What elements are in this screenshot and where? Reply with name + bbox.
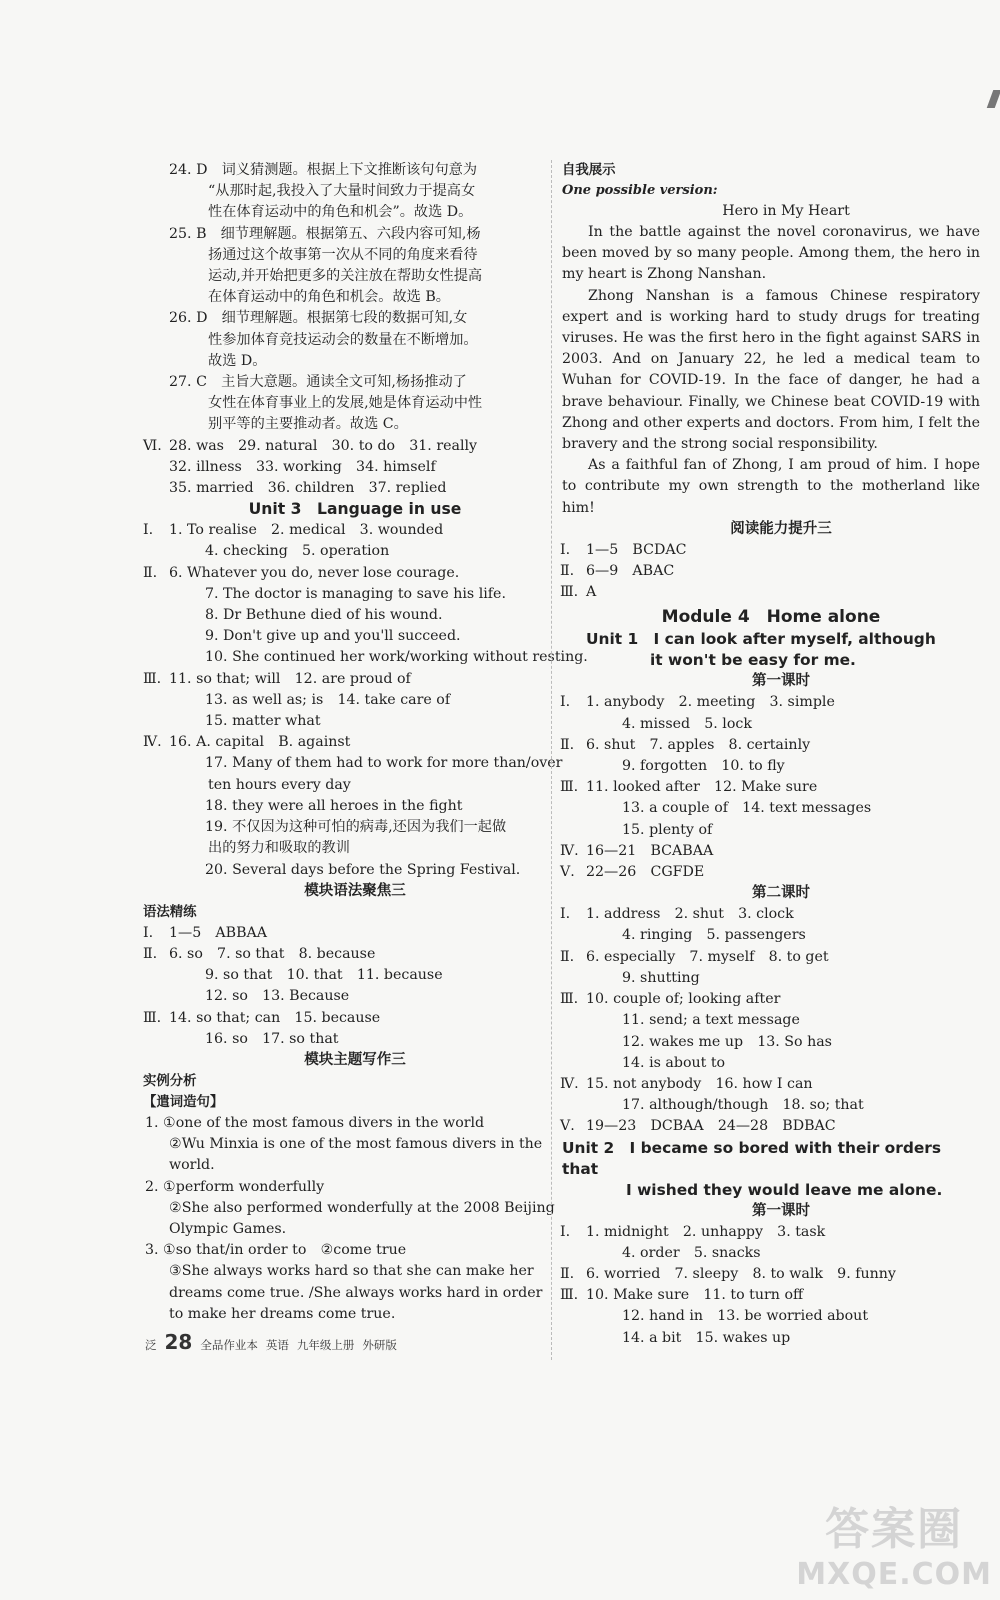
answer-line: to make her dreams come true.	[169, 1305, 396, 1322]
answer-line: 14. a bit 15. wakes up	[622, 1329, 791, 1346]
lesson-heading: 第一课时	[752, 1202, 810, 1219]
self-display-label: 自我展示	[562, 163, 616, 178]
answer-line: 10. Make sure 11. to turn off	[586, 1287, 804, 1304]
answer-line: 26. D 细节理解题。根据第七段的数据可知,女	[169, 310, 468, 327]
answer-line: 19—23 DCBAA 24—28 BDBAC	[586, 1118, 836, 1135]
unit3-title: Unit 3 Language in use	[248, 500, 462, 519]
answer-line: 故选 D。	[208, 352, 267, 369]
answer-line: 6. worried 7. sleepy 8. to walk 9. funny	[586, 1265, 896, 1282]
roman-numeral: Ⅱ.	[560, 948, 575, 965]
answer-line: 13. as well as; is 14. take care of	[205, 691, 451, 708]
answer-line: ②Wu Minxia is one of the most famous divers in the	[169, 1136, 543, 1153]
reading-heading: 阅读能力提升三	[730, 520, 832, 537]
answer-line: 16. A. capital B. against	[169, 734, 351, 751]
answer-line: 1. ①one of the most famous divers in the world	[145, 1114, 485, 1131]
roman-numeral: Ⅰ.	[560, 541, 571, 558]
writing-3	[145, 1240, 545, 1325]
answer-line: 14. so that; can 15. because	[169, 1009, 381, 1026]
answer-line: 4. checking 5. operation	[205, 543, 390, 560]
answer-line: 1. anybody 2. meeting 3. simple	[586, 694, 835, 711]
writing-1	[145, 1113, 545, 1177]
answer-line: 10. couple of; looking after	[586, 991, 781, 1008]
roman-numeral: Ⅲ.	[560, 584, 579, 601]
answer-line: 1. midnight 2. unhappy 3. task	[586, 1223, 826, 1240]
answer-line: Olympic Games.	[169, 1220, 287, 1237]
site-watermark	[796, 1493, 992, 1592]
answer-line: 性参加体育竞技运动会的数量在不断增加。	[208, 331, 478, 348]
book-name: 全品作业本	[200, 1338, 258, 1352]
roman-numeral: Ⅰ.	[143, 924, 154, 941]
roman-numeral: Ⅲ.	[143, 670, 162, 687]
right-column	[562, 160, 980, 1349]
answer-line: 11. so that; will 12. are proud of	[169, 670, 411, 687]
answer-line: 11. looked after 12. Make sure	[586, 779, 818, 796]
answer-line: 9. forgotten 10. to fly	[622, 758, 785, 775]
answer-line: 9. shutting	[622, 969, 700, 986]
bracket-label: 【遣词造句】	[143, 1094, 224, 1110]
roman-numeral: Ⅰ.	[560, 1223, 571, 1240]
answer-24	[145, 160, 545, 224]
roman-numeral: Ⅰ.	[560, 694, 571, 711]
answer-line: 15. matter what	[205, 713, 321, 730]
u3-section-i	[145, 520, 545, 562]
answer-line: 32. illness 33. working 34. himself	[169, 458, 436, 475]
answer-line: 14. is about to	[622, 1054, 726, 1071]
answer-line: 13. a couple of 14. text messages	[622, 800, 872, 817]
roman-numeral: Ⅵ.	[143, 437, 162, 454]
answer-line: 1—5 BCDAC	[586, 541, 687, 558]
answer-line: 10. She continued her work/working without resting.	[205, 649, 588, 666]
answer-line: ③She always works hard so that she can make her	[169, 1263, 534, 1280]
answer-line: 6. Whatever you do, never lose courage.	[169, 564, 460, 581]
answer-line: 12. wakes me up 13. So has	[622, 1033, 832, 1050]
roman-numeral: Ⅱ.	[143, 945, 158, 962]
answer-line: world.	[169, 1157, 215, 1174]
answer-27	[145, 372, 545, 436]
answer-line: 2. ①perform wonderfully	[145, 1178, 325, 1195]
answer-line: 3. ①so that/in order to ②come true	[145, 1242, 407, 1259]
roman-numeral: Ⅲ.	[560, 779, 579, 796]
answer-line: 6. especially 7. myself 8. to get	[586, 948, 829, 965]
m4u1-lesson2-answers	[562, 904, 980, 1137]
essay-paragraph: Zhong Nanshan is a famous Chinese respiratory expert and is working hard to study drugs for treating viruses. He was the first hero in the fight against SARS in 2003. And on January 22, he led a medical team to Wuhan for COVID-19. In the face of danger, he had a brave behaviour. Finally, we Chinese beat COVID-19 with Zhong and other experts and doctors. From him, I felt the bravery and the strong social responsibility.	[562, 287, 980, 453]
roman-numeral: Ⅴ.	[560, 1118, 575, 1135]
m4u1-lesson1-answers	[562, 692, 980, 883]
column-divider	[551, 160, 552, 1360]
roman-numeral: Ⅳ.	[143, 734, 162, 751]
grammar-heading: 模块语法聚焦三	[304, 882, 406, 899]
answer-line: 8. Dr Bethune died of his wound.	[205, 607, 443, 624]
answer-line: 性在体育运动中的角色和机会”。故选 D。	[208, 204, 473, 221]
m4u2-lesson1-answers	[562, 1222, 980, 1349]
u3-section-iii	[145, 669, 545, 733]
answer-line: ②She also performed wonderfully at the 2008 Beijing	[169, 1199, 555, 1216]
lesson-heading: 第二课时	[752, 885, 810, 902]
scan-edge-mark	[987, 90, 1000, 108]
answer-25	[145, 224, 545, 309]
grammar-label: 语法精练	[143, 904, 197, 920]
answer-26	[145, 308, 545, 372]
watermark-url: MXQE.COM	[796, 1557, 992, 1592]
unit1-title-line1: Unit 1 I can look after myself, although	[586, 630, 936, 649]
roman-numeral: Ⅱ.	[560, 736, 575, 753]
answer-line: 24. D 词义猜测题。根据上下文推断该句句意为	[169, 162, 478, 178]
answer-line: 1. To realise 2. medical 3. wounded	[169, 522, 444, 539]
roman-numeral: Ⅱ.	[143, 564, 158, 581]
answer-line: 女性在体育事业上的发展,她是体育运动中性	[208, 395, 483, 412]
roman-numeral: Ⅲ.	[560, 1287, 579, 1304]
answer-line: 15. plenty of	[622, 821, 713, 838]
roman-numeral: Ⅴ.	[560, 864, 575, 881]
answer-line: 运动,并开始把更多的关注放在帮助女性提高	[208, 268, 483, 285]
grammar-section-iii	[145, 1008, 545, 1050]
unit1-title	[562, 629, 980, 671]
roman-numeral: Ⅳ.	[560, 1075, 579, 1092]
reading-answers	[562, 540, 980, 604]
answer-line: 20. Several days before the Spring Festival.	[205, 861, 521, 878]
answer-line: 11. send; a text message	[622, 1012, 800, 1029]
watermark-logo-text: 答案圈	[825, 1504, 964, 1555]
unit2-title-line1: Unit 2 I became so bored with their orders that	[562, 1138, 942, 1178]
grammar-section-ii	[145, 944, 545, 1008]
answer-line: 17. although/though 18. so; that	[622, 1097, 864, 1114]
footer-prefix: 泛	[145, 1338, 157, 1352]
section-vi	[145, 436, 545, 500]
lesson-heading: 第一课时	[752, 673, 810, 690]
answer-line: 4. order 5. snacks	[622, 1244, 761, 1261]
version-label: One possible version:	[562, 183, 718, 198]
writing-2	[145, 1177, 555, 1241]
left-column	[143, 160, 588, 1325]
answer-line: A	[586, 584, 597, 601]
answer-line: 6. shut 7. apples 8. certainly	[586, 736, 811, 753]
answer-line: 17. Many of them had to work for more than/over	[205, 755, 563, 772]
answer-line: 在体育运动中的角色和机会。故选 B。	[208, 289, 450, 306]
answer-line: 出的努力和吸取的教训	[208, 840, 350, 857]
answer-line: “从那时起,我投入了大量时间致力于提高女	[208, 183, 476, 200]
answer-line: 18. they were all heroes in the fight	[205, 797, 463, 814]
grammar-section-i	[145, 923, 545, 944]
answer-line: 1—5 ABBAA	[169, 924, 268, 941]
unit2-title-line2: I wished they would leave me alone.	[626, 1180, 943, 1199]
answer-line: 扬通过这个故事第一次从不同的角度来看待	[208, 246, 478, 263]
answer-line: 28. was 29. natural 30. to do 31. really	[169, 437, 478, 454]
answer-line: 7. The doctor is managing to save his life.	[205, 585, 506, 602]
answer-line: 6. so 7. so that 8. because	[169, 945, 376, 962]
answer-line: 16—21 BCABAA	[586, 842, 714, 859]
answer-line: 15. not anybody 16. how I can	[586, 1075, 813, 1092]
example-label: 实例分析	[143, 1073, 197, 1089]
answer-line: 1. address 2. shut 3. clock	[586, 906, 794, 923]
edition: 外研版	[362, 1338, 397, 1352]
page-footer	[145, 1330, 397, 1354]
roman-numeral: Ⅳ.	[560, 842, 579, 859]
roman-numeral: Ⅱ.	[560, 563, 575, 580]
answer-line: 35. married 36. children 37. replied	[169, 480, 447, 497]
answer-line: dreams come true. /She always works hard in order	[169, 1284, 543, 1301]
subject: 英语	[265, 1338, 289, 1352]
roman-numeral: Ⅰ.	[143, 522, 154, 539]
answer-line: 4. ringing 5. passengers	[622, 927, 806, 944]
answer-line: ten hours every day	[208, 776, 351, 793]
answer-line: 9. Don't give up and you'll succeed.	[205, 628, 461, 645]
answer-line: 9. so that 10. that 11. because	[205, 967, 443, 984]
answer-line: 27. C 主旨大意题。通读全文可知,杨扬推动了	[169, 374, 467, 391]
page-number: 28	[164, 1330, 193, 1354]
answer-line: 12. hand in 13. be worried about	[622, 1308, 869, 1325]
answer-line: 19. 不仅因为这种可怕的病毒,还因为我们一起做	[205, 819, 507, 836]
essay-paragraph: As a faithful fan of Zhong, I am proud of him. I hope to contribute my own strength to the motherland like him!	[562, 457, 980, 516]
unit1-title-line2: it won't be easy for me.	[650, 651, 856, 670]
essay-paragraph: In the battle against the novel coronavirus, we have been moved by so many people. Among them, the hero in my heart is Zhong Nanshan.	[562, 224, 980, 283]
u3-section-iv	[143, 732, 563, 880]
answer-line: 16. so 17. so that	[205, 1030, 339, 1047]
essay-title: Hero in My Heart	[722, 203, 850, 219]
answer-line: 25. B 细节理解题。根据第五、六段内容可知,杨	[169, 225, 481, 242]
roman-numeral: Ⅲ.	[560, 991, 579, 1008]
unit2-title	[562, 1138, 980, 1201]
answer-line: 22—26 CGFDE	[586, 864, 705, 881]
roman-numeral: Ⅲ.	[143, 1009, 162, 1026]
module-title: Module 4 Home alone	[661, 607, 881, 628]
roman-numeral: Ⅱ.	[560, 1265, 575, 1282]
writing-heading: 模块主题写作三	[304, 1051, 406, 1068]
grade: 九年级上册	[296, 1338, 355, 1352]
answer-line: 4. missed 5. lock	[622, 715, 752, 732]
answer-line: 别平等的主要推动者。故选 C。	[208, 416, 408, 433]
answer-line: 6—9 ABAC	[586, 563, 675, 580]
roman-numeral: Ⅰ.	[560, 906, 571, 923]
answer-line: 12. so 13. Because	[205, 988, 350, 1005]
